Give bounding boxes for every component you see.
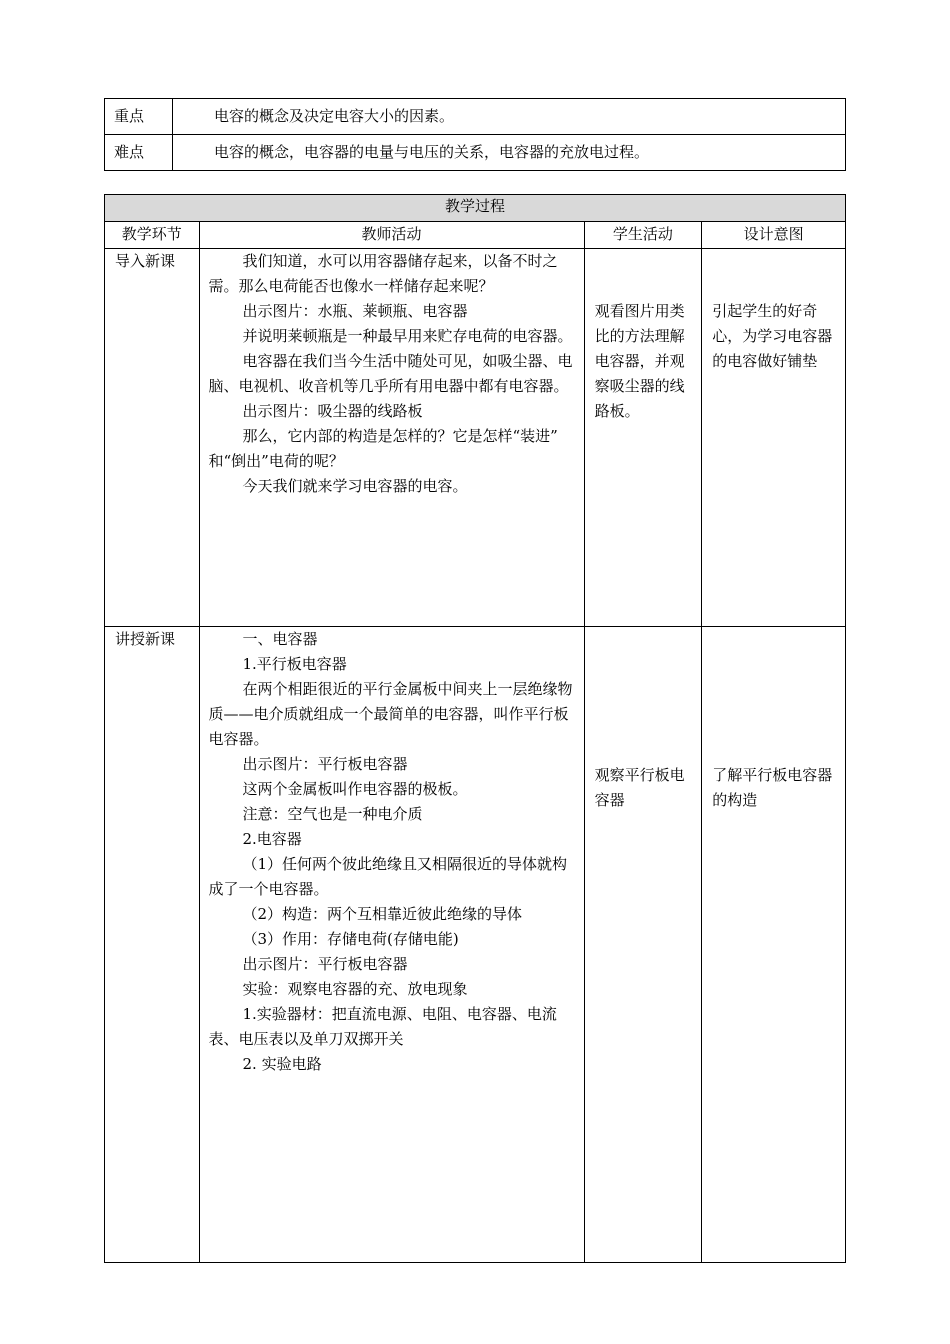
header-row — [105, 222, 846, 249]
paragraph: 我们知道，水可以用容器储存起来，以备不时之需。那么电荷能否也像水一样储存起来呢？ — [208, 252, 558, 295]
paragraph: 电容器在我们当今生活中随处可见，如吸尘器、电脑、电视机、收音机等几乎所有用电器中都有电容器。 — [208, 352, 573, 395]
paragraph: 今天我们就来学习电容器的电容。 — [242, 477, 468, 495]
column-header: 教师活动 — [199, 222, 584, 249]
paragraph: 出示图片：平行板电容器 — [242, 955, 408, 973]
column-header: 设计意图 — [702, 222, 846, 249]
paragraph: （1）任何两个彼此绝缘且又相隔很近的导体就构成了一个电容器。 — [208, 855, 568, 898]
paragraph: （2）构造：两个互相靠近彼此绝缘的导体 — [242, 905, 523, 923]
design-intent-text: 了解平行板电容器的构造 — [712, 766, 833, 809]
paragraph: 并说明莱顿瓶是一种最早用来贮存电荷的电容器。 — [242, 327, 573, 345]
paragraph: 出示图片：吸尘器的线路板 — [242, 402, 423, 420]
paragraph: 这两个金属板叫作电容器的极板。 — [242, 780, 468, 798]
paragraph: 那么，它内部的构造是怎样的？它是怎样“装进” 和“倒出”电荷的呢？ — [208, 427, 558, 470]
stage-cell: 导入新课 — [105, 249, 200, 627]
paragraph: （3）作用：存储电荷(存储电能) — [242, 930, 459, 948]
student-activity-cell — [584, 249, 702, 627]
teacher-activity-cell — [199, 627, 584, 1263]
design-intent-text: 引起学生的好奇心，为学习电容器的电容做好铺垫 — [712, 302, 833, 370]
key-point-text: 电容的概念及决定电容大小的因素。 — [173, 99, 846, 135]
paragraph: 出示图片：平行板电容器 — [242, 755, 408, 773]
student-activity-text: 观看图片用类比的方法理解电容器，并观察吸尘器的线路板。 — [594, 302, 685, 420]
key-points-table — [104, 98, 846, 171]
table-row — [105, 249, 846, 627]
paragraph: 出示图片：水瓶、莱顿瓶、电容器 — [242, 302, 468, 320]
paragraph: 1.实验器材：把直流电源、电阻、电容器、电流表、电压表以及单刀双掷开关 — [208, 1005, 557, 1048]
table-row — [105, 135, 846, 171]
paragraph: 注意：空气也是一种电介质 — [242, 805, 423, 823]
paragraph: 2.电容器 — [242, 830, 302, 848]
table-row — [105, 99, 846, 135]
stage-cell: 讲授新课 — [105, 627, 200, 1263]
teacher-activity-cell — [199, 249, 584, 627]
teaching-process-table — [104, 194, 846, 1263]
student-activity-text: 观察平行板电容器 — [594, 766, 685, 809]
column-header: 教学环节 — [105, 222, 200, 249]
paragraph: 2. 实验电路 — [242, 1055, 322, 1073]
table-title: 教学过程 — [105, 195, 846, 222]
paragraph: 1.平行板电容器 — [242, 655, 347, 673]
difficulty-label: 难点 — [105, 135, 173, 171]
paragraph: 在两个相距很近的平行金属板中间夹上一层绝缘物质——电介质就组成一个最简单的电容器，叫作平行板电容器。 — [208, 680, 573, 748]
paragraph: 一、电容器 — [242, 630, 318, 648]
design-intent-cell — [702, 249, 846, 627]
key-point-label: 重点 — [105, 99, 173, 135]
student-activity-cell — [584, 627, 702, 1263]
table-row — [105, 627, 846, 1263]
paragraph: 实验：观察电容器的充、放电现象 — [242, 980, 468, 998]
column-header: 学生活动 — [584, 222, 702, 249]
design-intent-cell — [702, 627, 846, 1263]
difficulty-text: 电容的概念，电容器的电量与电压的关系，电容器的充放电过程。 — [173, 135, 846, 171]
